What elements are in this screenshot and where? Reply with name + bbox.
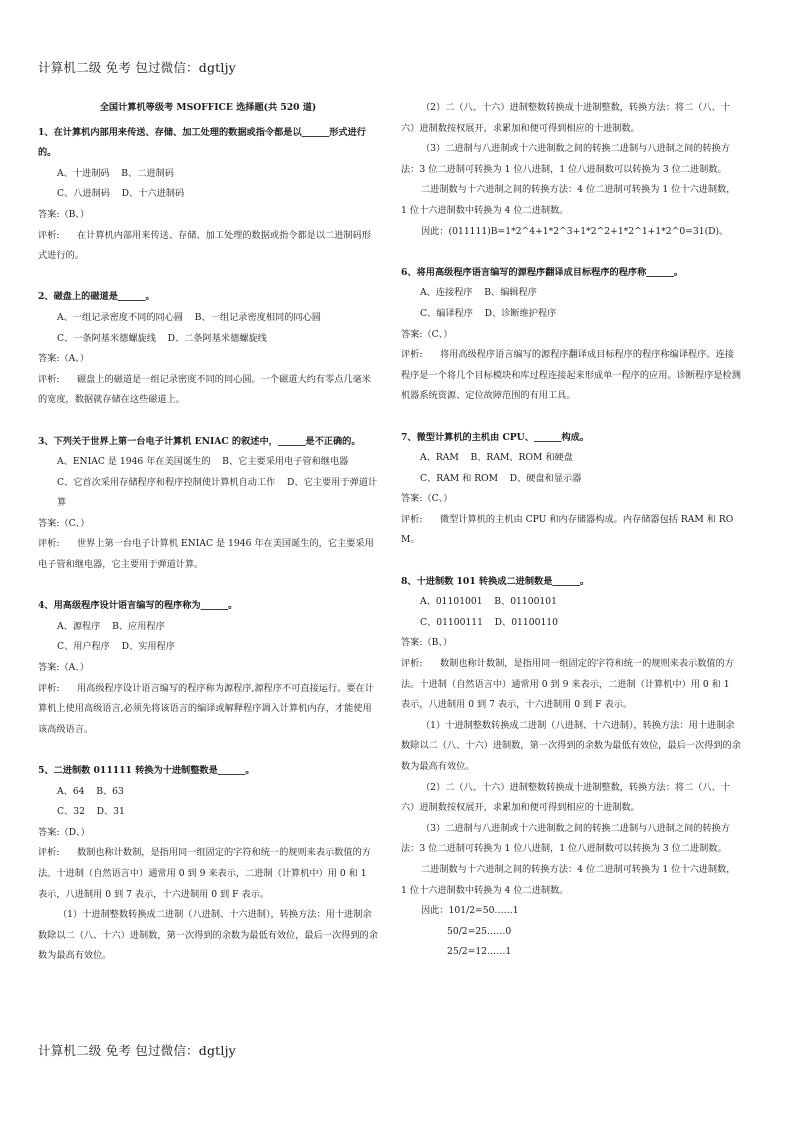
question-text: 8、十进制数 101 转换成二进制数是______。 [401,575,590,587]
answer-line: 答案:（C、） [38,517,90,529]
document-title: 全国计算机等级考 MSOFFICE 选择题(共 520 道) [99,102,317,113]
answer-options: C、RAM 和 ROM D、硬盘和显示器 [420,472,582,484]
answer-options: C、用户程序 D、实用程序 [57,641,175,653]
question-text: 1、在计算机内部用来传送、存储、加工处理的数据或指令都是以______形式进行的。 [38,126,366,159]
question-text: 3、下列关于世界上第一台电子计算机 ENIAC 的叙述中，______是不正确的。 [38,435,361,447]
spacer [38,576,378,597]
text-line: （3）二进制与八进制或十六进制数之间的转换二进制与八进制之间的转换方法：3 位二进制可转换为 1 位八进制，1 位八进制数可以转换为 3 位二进制数。 [401,822,731,855]
analysis-text: 评析: 数制也称计数制，是指用同一组固定的字符和统一的规则来表示数值的方法。十进制（自然语言中）通常用 0 到 9 来表示，二进制（计算机中）用 0 和 1 表示，八进制用 0 到 7 表示，十六进制用 0 到 F 表示。 [401,658,734,711]
spacer [38,411,378,432]
question-text: 4、用高级程序设计语言编写的程序称为______。 [38,600,238,612]
answer-options: C、八进制码 D、十六进制码 [57,188,185,200]
answer-options: C、一条阿基米德螺旋线 D、二条阿基米德螺旋线 [57,332,267,344]
question-text: 5、二进制数 011111 转换为十进制整数是______。 [38,765,255,776]
answer-options: A、连接程序 B、编辑程序 [420,287,537,299]
answer-options: A、01101001 B、01100101 [420,596,557,608]
answer-options: A、64 B、63 [57,785,124,797]
question-text: 2、磁盘上的磁道是______。 [38,291,155,303]
spacer [38,740,378,761]
answer-options: C、01100111 D、01100110 [420,616,558,628]
analysis-text: 评析: 将用高级程序语言编写的源程序翻译成目标程序的程序称编译程序。连接程序是一个将几个目标模块和库过程连接起来形成单一程序的应用。诊断程序是检测机器系统资源、定位故障范围的有用工具。 [401,349,741,402]
answer-line: 答案:（A、） [38,353,90,365]
text-line: 二进制数与十六进制之间的转换方法：4 位二进制可转换为 1 位十六进制数，1 位十六进制数中转换为 4 位二进制数。 [401,184,736,216]
text-line: 因此：101/2=50……1 [421,905,519,917]
analysis-text: 评析: 在计算机内部用来传送、存储、加工处理的数据或指令都是以二进制码形式进行的。 [38,229,371,262]
analysis-text: 评析: 微型计算机的主机由 CPU 和内存储器构成。内存储器包括 RAM 和 ROM。 [401,513,734,546]
question-text: 7、微型计算机的主机由 CPU、______构成。 [401,431,590,443]
text-line: 25/2=12……1 [447,946,512,958]
analysis-text: 评析: 用高级程序设计语言编写的程序称为源程序,源程序不可直接运行。要在计算机上使用高级语言,必须先将该语言的编译或解释程序调入计算机内存，才能使用该高级语言。 [38,682,374,735]
answer-line: 答案:（B、） [401,637,453,649]
answer-options: A、一组记录密度不同的同心圆 B、一组记录密度相同的同心圆 [57,311,321,323]
spacer [401,551,741,572]
spacer [401,407,741,428]
page-footer: 计算机二级 免考 包过微信：dgtljy [38,1043,236,1058]
answer-options: A、源程序 B、应用程序 [57,620,165,632]
answer-line: 答案:（D、） [38,826,90,838]
text-line: （1）十进制整数转换成二进制（八进制、十六进制），转换方法：用十进制余数除以二（八、十六）进制数，第一次得到的余数为最低有效位，最后一次得到的余数为最高有效位。 [401,719,741,772]
answer-line: 答案:（A、） [38,662,90,674]
text-line: 50/2=25……0 [447,925,512,937]
text-line: （2）二（八、十六）进制整数转换成十进制整数，转换方法：将二（八、十六）进制数按权展开，求累加和便可得到相应的十进制数。 [401,781,731,814]
answer-options: C、它首次采用存储程序和程序控制使计算机自动工作 D、它主要用于弹道计算 [57,476,378,509]
answer-options: C、32 D、31 [57,806,125,818]
analysis-text: 评析: 磁盘上的磁道是一组记录密度不同的同心圆。一个磁道大约有零点几毫米的宽度，数据就存储在这些磁道上。 [38,373,371,406]
left-column [38,98,378,967]
text-line: （2）二（八、十六）进制整数转换成十进制整数，转换方法：将二（八、十六）进制数按权展开，求累加和便可得到相应的十进制数。 [401,102,731,134]
analysis-text: 评析: 世界上第一台电子计算机 ENIAC 是 1946 年在美国诞生的，它主要采用电子管和继电器，它主要用于弹道计算。 [38,538,374,571]
answer-line: 答案:（C、） [401,328,453,340]
answer-options: A、RAM B、RAM、ROM 和硬盘 [420,452,573,464]
question-text: 6、将用高级程序语言编写的源程序翻译成目标程序的程序称______。 [401,266,684,278]
text-line: 因此：(011111)B=1*2^4+1*2^3+1*2^2+1*2^1+1*2^0=31(D)。 [421,225,729,237]
page-header: 计算机二级 免考 包过微信：dgtljy [38,60,236,75]
answer-options: A、ENIAC 是 1946 年在美国诞生的 B、它主要采用电子管和继电器 [57,456,349,468]
text-line: （3）二进制与八进制或十六进制数之间的转换二进制与八进制之间的转换方法：3 位二进制可转换为 1 位八进制，1 位八进制数可以转换为 3 位二进制数。 [401,143,731,175]
answer-line: 答案:（C、） [401,493,453,505]
answer-options: C、编译程序 D、诊断维护程序 [420,307,557,319]
spacer [401,242,741,263]
right-column [401,98,741,963]
text-line: （1）十进制整数转换成二进制（八进制、十六进制），转换方法：用十进制余数除以二（八、十六）进制数，第一次得到的余数为最低有效位，最后一次得到的余数为最高有效位。 [38,909,378,962]
spacer [38,267,378,288]
answer-options: A、十进制码 B、二进制码 [57,167,174,179]
analysis-text: 评析: 数制也称计数制，是指用同一组固定的字符和统一的规则来表示数值的方法。十进制（自然语言中）通常用 0 到 9 来表示，二进制（计算机中）用 0 和 1 表示，八进制用 0 到 7 表示，十六进制用 0 到 F 表示。 [38,847,371,900]
text-line: 二进制数与十六进制之间的转换方法：4 位二进制可转换为 1 位十六进制数，1 位十六进制数中转换为 4 位二进制数。 [401,863,736,896]
answer-line: 答案:（B、） [38,208,90,220]
